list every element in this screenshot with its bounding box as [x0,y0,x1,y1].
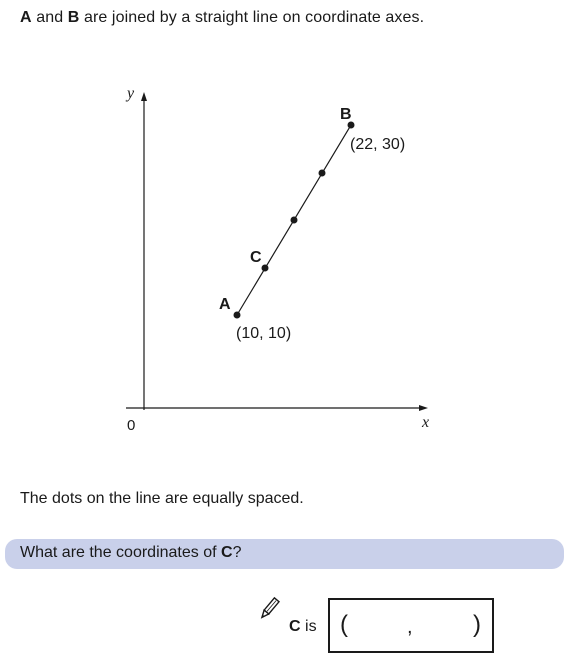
middle-dot [291,217,298,224]
point-c-dot [262,265,269,272]
point-b-label: B [340,106,352,123]
upper-dot [319,170,326,177]
question-point: C [221,544,233,561]
answer-label-is: is [300,618,317,635]
point-a-name: A [20,9,32,26]
point-a-coords: (10, 10) [236,325,292,342]
answer-label [289,618,317,636]
intro-and: and [31,9,68,26]
pencil-icon [257,596,281,622]
point-c-label: C [250,249,262,266]
answer-comma: , [407,616,413,638]
question-text [20,544,241,562]
question-prefix: What are the coordinates of [20,544,221,561]
point-b-coords: (22, 30) [350,136,406,153]
point-a-dot [234,312,241,319]
answer-close-paren: ) [473,611,481,638]
x-axis-arrow [419,405,428,411]
answer-open-paren: ( [340,611,348,638]
answer-box[interactable] [328,598,494,653]
y-axis-arrow [141,92,147,101]
x-axis-label: x [422,414,430,431]
question-bar [5,539,564,569]
answer-label-point: C [289,618,301,635]
origin-label: 0 [127,417,136,434]
intro-rest: are joined by a straight line on coordinate axes. [79,9,425,26]
question-suffix: ? [232,544,242,561]
equal-spacing-note: The dots on the line are equally spaced. [20,490,304,507]
y-axis-label: y [127,85,135,102]
point-b-name: B [67,9,80,26]
point-a-label: A [219,296,231,313]
